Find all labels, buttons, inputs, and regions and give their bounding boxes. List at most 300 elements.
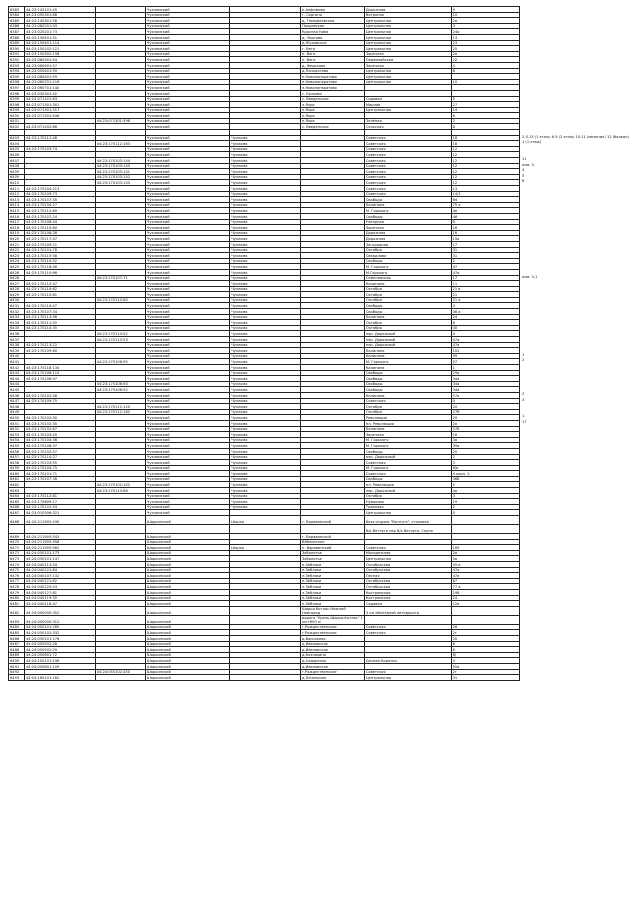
street-cell: Свободы (364, 476, 451, 482)
street-cell: Свободы (364, 213, 451, 219)
cadastral-number-cell: 44:23:071202:86 (24, 124, 95, 130)
house-cell: 2 (451, 118, 519, 124)
row-number-cell: 6400 (9, 113, 25, 119)
district-cell: Чухломский (145, 34, 229, 40)
row-number-cell: 6399 (9, 96, 25, 102)
district-cell: Чухломский (145, 107, 229, 113)
row-number-cell: 6416 (9, 213, 25, 219)
house-cell: 2а (451, 550, 519, 556)
district-cell: Чухломский (145, 269, 229, 275)
cadastral-number-cell: 44:23:170103:45 (24, 432, 95, 438)
row-number-cell (9, 525, 25, 534)
district-cell: Чухломский (145, 493, 229, 499)
cadastral-number-cell: 44:24:040118:47 (24, 601, 95, 607)
city-cell: Чухлома (230, 415, 301, 421)
row-number-cell: 6462 (9, 482, 25, 488)
settlement-cell: п.Зебляки (301, 567, 365, 573)
house-cell: 12 (451, 158, 519, 164)
house-cell: 4 (451, 398, 519, 404)
row-number-cell: 6487 (9, 641, 25, 647)
cadastral-number-2-cell: 44:23:170103:141 (95, 169, 145, 175)
street-cell: Советская (364, 624, 451, 630)
cadastral-number-cell: 44:24:050101:173 (24, 550, 95, 556)
remark-text: 5 (522, 174, 525, 178)
row-number-cell: 6461 (9, 476, 25, 482)
city-cell: Чухлома (230, 253, 301, 259)
house-cell: 20 (451, 635, 519, 641)
city-cell: Чухлома (230, 448, 301, 454)
cadastral-number-cell: 44:23:140301:58 (24, 18, 95, 24)
street-cell: Лесная (364, 573, 451, 579)
street-cell: Центральная (364, 675, 451, 681)
house-cell: 31 (451, 247, 519, 253)
street-cell: Мирная (364, 102, 451, 108)
cadastral-number-cell: 44:23:170110:61 (24, 292, 95, 298)
row-number-cell: 6444 (9, 381, 25, 387)
cadastral-number-cell: 44:23:170101:71 (24, 471, 95, 477)
district-cell: Чухломский (145, 376, 229, 382)
city-cell: Чухлома (230, 219, 301, 225)
street-cell: Нагорная (364, 219, 451, 225)
district-cell: Чухломский (145, 359, 229, 365)
district-cell: Чухломский (145, 342, 229, 348)
house-cell (451, 525, 519, 534)
city-cell: Чухлома (230, 275, 301, 281)
cadastral-number-cell: 44:23:170111:52 (24, 320, 95, 326)
street-cell: пл. Революции (364, 482, 451, 488)
street-cell: М. Горького (364, 465, 451, 471)
district-cell: Чухломский (145, 454, 229, 460)
district-cell: Чухломский (145, 230, 229, 236)
house-cell: 57а (451, 392, 519, 398)
house-cell: 22 (451, 57, 519, 63)
row-number-cell: 6423 (9, 253, 25, 259)
house-cell: 4 (451, 331, 519, 337)
street-cell: Свободы (364, 197, 451, 203)
row-number-cell: 6427 (9, 281, 25, 287)
street-cell: Советская (364, 158, 451, 164)
row-number-cell: 6474 (9, 562, 25, 568)
remark-text: 17 (522, 420, 527, 424)
district-cell: Чухломский (145, 219, 229, 225)
settlement-cell: д.Ивановское (301, 641, 365, 647)
street-cell: пер. Дорожный (364, 454, 451, 460)
settlement-cell: п. Вега (301, 57, 365, 63)
cadastral-number-cell: 44:23:170118:134 (24, 365, 95, 371)
cadastral-number-cell: 44:24:040113:34 (24, 562, 95, 568)
street-cell: Свободы (364, 370, 451, 376)
house-cell: 27б (451, 409, 519, 415)
district-cell: Чухломский (145, 180, 229, 186)
settlement-cell: п. Вега (301, 51, 365, 57)
row-number-cell: 6396 (9, 79, 25, 85)
row-number-cell: 6398 (9, 90, 25, 96)
settlement-cell: г.Рождественское (301, 624, 365, 630)
district-cell: Шарьинский (145, 567, 229, 573)
city-cell: Чухлома (230, 163, 301, 169)
city-cell: Чухлома (230, 420, 301, 426)
district-cell: Чухломский (145, 102, 229, 108)
row-number-cell: 6419 (9, 230, 25, 236)
street-cell: Молодежная (364, 550, 451, 556)
cadastral-number-cell: 44:24:040120:43 (24, 584, 95, 590)
street-cell: Советская (364, 163, 451, 169)
house-cell: 35-в (451, 562, 519, 568)
row-number-cell: 6485 (9, 630, 25, 636)
settlement-cell (301, 525, 365, 534)
district-cell: Чухломский (145, 337, 229, 343)
row-number-cell: 6471 (9, 545, 25, 551)
cadastral-number-2-cell: 44:23:170106:93 (95, 381, 145, 387)
city-cell: Чухлома (230, 482, 301, 488)
street-cell: Октября (364, 297, 451, 303)
row-number-cell: 6490 (9, 658, 25, 664)
row-number-cell: 6457 (9, 454, 25, 460)
settlement-cell: п.Анфимово (301, 7, 365, 13)
district-cell: Чухломский (145, 225, 229, 231)
house-cell: 57 (451, 359, 519, 365)
cadastral-number-2-cell: 44:23:170103:145 (95, 163, 145, 169)
row-number-cell: 6404 (9, 141, 25, 147)
house-cell: 19 (451, 499, 519, 505)
row-number-cell: 6481 (9, 601, 25, 607)
row-number-cell: 6472 (9, 550, 25, 556)
row-number-cell: 6411 (9, 186, 25, 192)
cadastral-number-cell: 44:23:060401:57 (24, 62, 95, 68)
district-cell: Шарьинский (145, 556, 229, 562)
house-cell: 102 (451, 348, 519, 354)
district-cell: Шарьинский (145, 630, 229, 636)
district-cell: Чухломский (145, 7, 229, 13)
cadastral-number-cell: 44:23:170103:74 (24, 146, 95, 152)
table-row (9, 615, 520, 624)
street-cell: Октября (364, 320, 451, 326)
street-cell: Октябрьская (364, 567, 451, 573)
cadastral-number-cell: 44:23:170102:48 (24, 392, 95, 398)
cadastral-number-cell: 44:23:060701:116 (24, 79, 95, 85)
street-cell: Центральная (364, 23, 451, 29)
city-cell: Чухлома (230, 476, 301, 482)
settlement-cell: г. Варавинский (301, 516, 365, 525)
document-table-sheet (8, 6, 520, 681)
house-cell: 27 (451, 102, 519, 108)
house-cell: 3 (451, 460, 519, 466)
settlement-cell: п.Зебляки (301, 601, 365, 607)
street-cell: Советская (364, 545, 451, 551)
street-cell: Свободы (364, 309, 451, 315)
house-cell (451, 606, 519, 615)
district-cell: Чухломский (145, 432, 229, 438)
district-cell: Чухломский (145, 460, 229, 466)
city-cell: Чухлома (230, 202, 301, 208)
city-cell: Чухлома (230, 292, 301, 298)
remark-text: пом. 3 (522, 163, 534, 167)
street-cell: Советская (364, 630, 451, 636)
district-cell: Шарьинский (145, 658, 229, 664)
district-cell: Чухломский (145, 208, 229, 214)
row-number-cell: 6409 (9, 169, 25, 175)
house-cell: 5а (451, 556, 519, 562)
row-number-cell: 6415 (9, 208, 25, 214)
cadastral-number-cell: 44:23:170109:21 (24, 241, 95, 247)
row-number-cell: 6414 (9, 202, 25, 208)
row-number-cell: 6484 (9, 624, 25, 630)
house-cell: 21 в (451, 286, 519, 292)
city-cell: Чухлома (230, 499, 301, 505)
row-number-cell: 6403 (9, 135, 25, 141)
cadastral-number-cell: 44:24:100101:198 (24, 658, 95, 664)
house-cell: 13 (451, 186, 519, 192)
district-cell: Шарьинский (145, 606, 229, 615)
cadastral-number-cell: 44:23:170103:55 (24, 460, 95, 466)
street-cell: Свободы (364, 303, 451, 309)
district-cell: Чухломский (145, 213, 229, 219)
settlement-cell: п.Зебляки (301, 573, 365, 579)
row-number-cell: 6391 (9, 51, 25, 57)
district-cell: Чухломский (145, 18, 229, 24)
cadastral-number-cell: 44:24:050502:28 (24, 641, 95, 647)
street-cell: Советская (364, 146, 451, 152)
district-cell: Шарьинский (145, 562, 229, 568)
cadastral-number-cell: 44:23:170109:73 (24, 191, 95, 197)
row-number-cell: 6420 (9, 236, 25, 242)
row-number-cell: 6421 (9, 241, 25, 247)
row-number-cell: 6430 (9, 297, 25, 303)
row-number-cell: 6436 (9, 331, 25, 337)
row-number-cell: 6385 (9, 18, 25, 24)
cadastral-number-cell: 44:24:040121:62 (24, 578, 95, 584)
cadastral-number-cell: 44:24:211905:430 (24, 516, 95, 525)
cadastral-number-cell: 44:23:030301:42 (24, 90, 95, 96)
row-number-cell: 6476 (9, 573, 25, 579)
district-cell: Чухломский (145, 370, 229, 376)
district-cell: Чухломский (145, 141, 229, 147)
row-number-cell: 6412 (9, 191, 25, 197)
house-cell: 4 (451, 62, 519, 68)
house-cell: 6 (451, 647, 519, 653)
house-cell: 34а (451, 387, 519, 393)
street-cell: Калинина (364, 426, 451, 432)
row-number-cell: 6383 (9, 7, 25, 13)
district-cell: Шарьинский (145, 601, 229, 607)
cadastral-number-cell: 44:23:170118:46 (24, 264, 95, 270)
settlement-cell: п.Новопанкратово (301, 85, 365, 91)
city-cell: Чухлома (230, 303, 301, 309)
street-cell: Нувалова (364, 499, 451, 505)
cadastral-number-2-cell: 44:23:170106:95 (95, 359, 145, 365)
cadastral-number-2-cell: 44:23:170110:53 (95, 337, 145, 343)
city-cell: Чухлома (230, 409, 301, 415)
city-cell: Чухлома (230, 314, 301, 320)
street-cell: Семеновская (364, 275, 451, 281)
house-cell: 47а (451, 567, 519, 573)
row-number-cell: 6450 (9, 415, 25, 421)
street-cell: Октября (364, 404, 451, 410)
city-cell: Чухлома (230, 135, 301, 141)
house-cell: 2 (451, 258, 519, 264)
house-cell: 5 (451, 482, 519, 488)
cadastral-number-cell: 44:23:170106:37 (24, 443, 95, 449)
city-cell: Чухлома (230, 432, 301, 438)
house-cell: 2г (451, 630, 519, 636)
settlement-cell: п.Зебляки (301, 595, 365, 601)
row-number-cell: 6459 (9, 465, 25, 471)
street-cell: Заречная (364, 225, 451, 231)
settlement-cell: п.Новопанкратово (301, 79, 365, 85)
cadastral-number-cell: 44:23:170110:60 (24, 225, 95, 231)
city-cell: Чухлома (230, 325, 301, 331)
cadastral-number-cell: 44:23:170110:52 (24, 258, 95, 264)
district-cell: Чухломский (145, 135, 229, 141)
cadastral-number-cell: 44:23:071301:546 (24, 113, 95, 119)
settlement-cell: д.Панкратово (301, 68, 365, 74)
house-cell: 29а (451, 370, 519, 376)
row-number-cell: 6468 (9, 516, 25, 525)
cadastral-number-cell: 44:23:170109:60 (24, 348, 95, 354)
house-cell: 99 (451, 353, 519, 359)
district-cell: Чухломский (145, 40, 229, 46)
row-number-cell: 6417 (9, 219, 25, 225)
district-cell: Чухломский (145, 398, 229, 404)
row-number-cell: 6469 (9, 534, 25, 540)
city-cell: Чухлома (230, 387, 301, 393)
city-cell: Чухлома (230, 258, 301, 264)
cadastral-number-cell: 44:23:150302:158 (24, 51, 95, 57)
row-number-cell: 6410 (9, 180, 25, 186)
street-cell: Калинина (364, 202, 451, 208)
house-cell (451, 615, 519, 624)
property-register-table (8, 6, 520, 681)
street-cell: Советская (364, 174, 451, 180)
street-cell: Дорожная (364, 236, 451, 242)
house-cell: 2а (451, 18, 519, 24)
house-cell: 5 (451, 96, 519, 102)
street-cell: Ветряная (364, 12, 451, 18)
row-number-cell: 6460 (9, 471, 25, 477)
city-cell: Чухлома (230, 337, 301, 343)
city-cell: Чухлома (230, 359, 301, 365)
street-cell: Центральная (364, 40, 451, 46)
street-cell: Октября (364, 493, 451, 499)
row-number-cell: 6453 (9, 432, 25, 438)
district-cell: Шарьинский (145, 589, 229, 595)
cadastral-number-cell: 44:23:170112:60 (24, 208, 95, 214)
street-cell: Заречная (364, 432, 451, 438)
row-number-cell: 6395 (9, 74, 25, 80)
district-cell: Чухломский (145, 174, 229, 180)
cadastral-number-cell: 44:23:170108:44 (24, 219, 95, 225)
cadastral-number-cell: 44:23:170110:62 (24, 286, 95, 292)
district-cell: Чухломский (145, 118, 229, 124)
cadastral-number-cell: 44:23:010506:321 (24, 510, 95, 516)
street-cell: Центральная (364, 68, 451, 74)
house-cell: 24 (451, 595, 519, 601)
remark-text: 2-5,13 (1 этаж) 6-9 (2 этаж) 10,11 (мезонин) 12 (балкон) (522, 135, 629, 139)
settlement-cell: п.Яхра (301, 118, 365, 124)
city-cell (230, 525, 301, 534)
row-number-cell: 6401 (9, 118, 25, 124)
settlement-cell: г. Сергино (301, 12, 365, 18)
house-cell: 189 (451, 545, 519, 551)
house-cell: 17 (451, 275, 519, 281)
house-cell: 3а (451, 437, 519, 443)
house-cell: 16 (451, 230, 519, 236)
cadastral-number-2-cell: 44:23:170102:102 (95, 482, 145, 488)
row-number-cell: 6408 (9, 163, 25, 169)
settlement-cell: п.Яхра (301, 102, 365, 108)
remark-text: 4 (522, 168, 525, 172)
district-cell: Шарьинский (145, 675, 229, 681)
district-cell: Чухломский (145, 275, 229, 281)
cadastral-number-cell: 44:24:050601:109 (24, 663, 95, 669)
row-number-cell: 6429 (9, 292, 25, 298)
cadastral-number-cell: 44:23:170104:36 (24, 437, 95, 443)
settlement-cell: п.Зебляки (301, 584, 365, 590)
settlement-cell: Покровское (301, 23, 365, 29)
district-cell: Чухломский (145, 353, 229, 359)
district-cell: Чухломский (145, 258, 229, 264)
row-number-cell: 6480 (9, 595, 25, 601)
row-number-cell: 6477 (9, 578, 25, 584)
row-number-cell: 6464 (9, 493, 25, 499)
table-row (9, 525, 520, 534)
cadastral-number-cell: 44:24:050102:332 (24, 630, 95, 636)
row-number-cell: 6475 (9, 567, 25, 573)
street-cell: Октября (364, 286, 451, 292)
street-cell: Дачная Коротки (364, 658, 451, 664)
house-cell: 47а (451, 342, 519, 348)
cadastral-number-cell: 44:23:170107:35 (24, 197, 95, 203)
house-cell: 3 (451, 23, 519, 29)
city-cell: Чухлома (230, 297, 301, 303)
cadastral-number-cell: 44:23:150102:121 (24, 46, 95, 52)
street-cell: Октября (364, 292, 451, 298)
city-cell: Шарья (230, 545, 301, 551)
street-cell: Заречная (364, 62, 451, 68)
street-cell: пер. Дорожный (364, 342, 451, 348)
settlement-cell: Заболотье (301, 556, 365, 562)
row-number-cell: 6433 (9, 314, 25, 320)
cadastral-number-cell: 44:23:170106:110 (24, 370, 95, 376)
row-number-cell: 6452 (9, 426, 25, 432)
cadastral-number-cell: 44:23:170102:44 (24, 504, 95, 510)
district-cell: Шарьинский (145, 516, 229, 525)
city-cell: Чухлома (230, 169, 301, 175)
street-cell: М.Горького (364, 269, 451, 275)
cadastral-number-cell: 44:24:040119:35 (24, 595, 95, 601)
row-number-cell: 6393 (9, 62, 25, 68)
house-cell: 47а (451, 337, 519, 343)
settlement-cell: Заболотье (301, 550, 365, 556)
row-number-cell: 6465 (9, 499, 25, 505)
street-cell: М. Горького (364, 359, 451, 365)
cadastral-number-cell: 44:23:170107:36 (24, 476, 95, 482)
district-cell: Чухломский (145, 29, 229, 35)
district-cell: Шарьинский (145, 615, 229, 624)
house-cell: 31 (451, 253, 519, 259)
street-cell: Калинина (364, 392, 451, 398)
row-number-cell: 6406 (9, 152, 25, 158)
cadastral-number-cell: 44:23:170112:48 (24, 135, 95, 141)
house-cell: 8 (451, 124, 519, 130)
cadastral-number-cell: 44:24:040127:81 (24, 589, 95, 595)
cadastral-number-cell: 44:24:160101:162 (24, 675, 95, 681)
street-cell: Центральная (364, 510, 451, 516)
cadastral-number-cell: 44:23:071301:317 (24, 107, 95, 113)
house-cell: 20 (451, 404, 519, 410)
cadastral-number-2-cell (95, 516, 145, 525)
house-cell: 64 (451, 197, 519, 203)
